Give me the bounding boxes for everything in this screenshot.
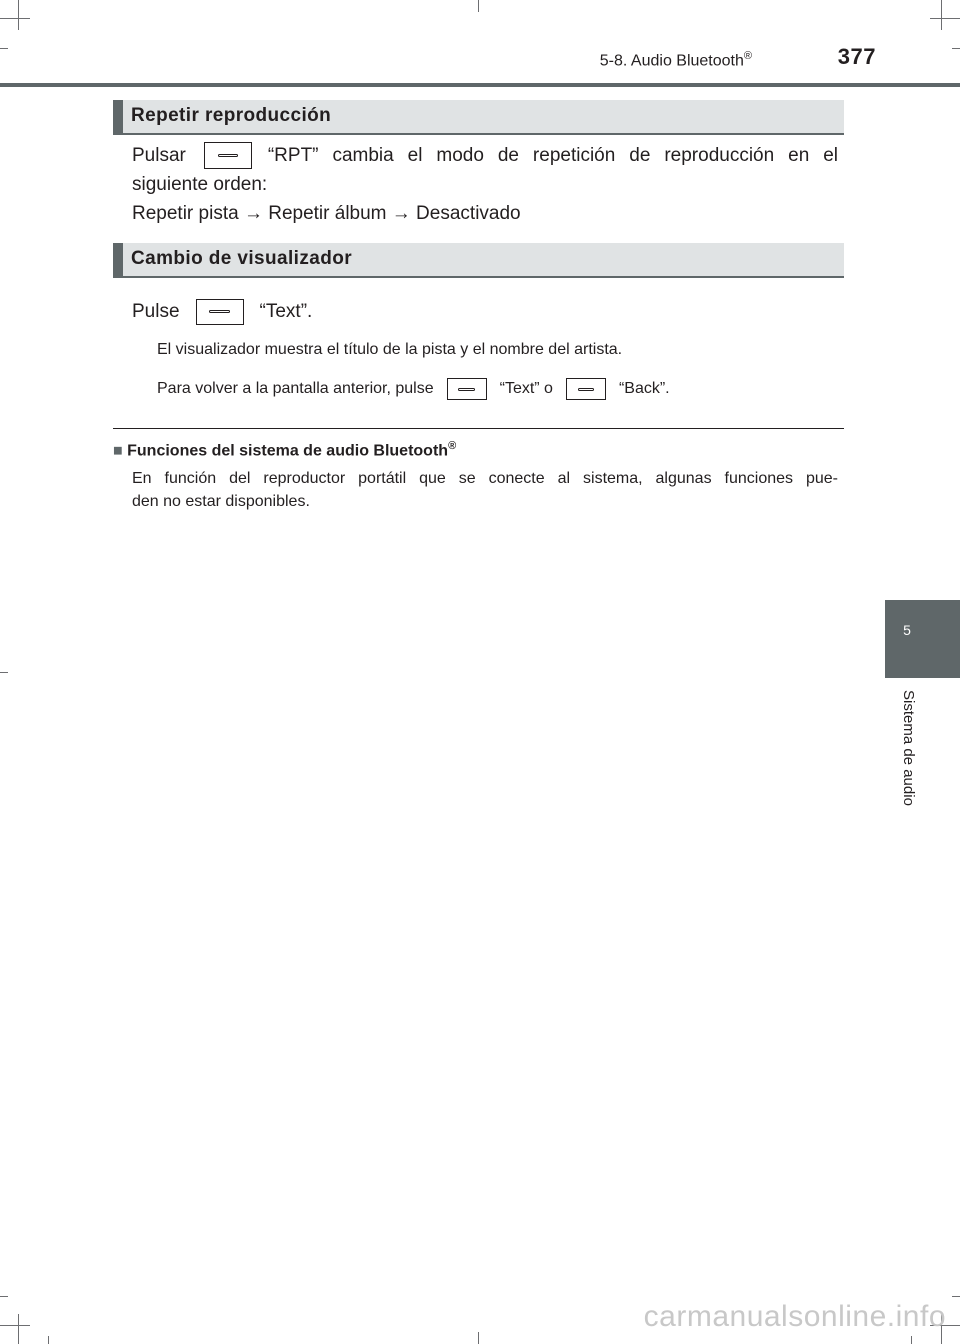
note2-prefix: Para volver a la pantalla anterior, pulse	[157, 380, 434, 397]
repeat-description: “RPT” cambia el modo de repetición de reproducción en el	[267, 145, 838, 166]
square-bullet-icon: ■	[113, 442, 123, 460]
crop-mark	[0, 672, 8, 673]
functions-text-2: den no estar disponibles.	[132, 493, 310, 510]
crop-mark	[930, 18, 960, 19]
registered-mark: ®	[743, 50, 752, 62]
panel-button-icon	[566, 378, 606, 400]
crop-mark	[0, 1325, 30, 1326]
repeat-pulsar: Pulsar	[132, 145, 186, 166]
note2-mid: “Text” o	[499, 380, 553, 397]
crop-mark	[941, 0, 942, 30]
panel-button-icon	[196, 299, 244, 325]
text-option: “Text”.	[259, 301, 313, 322]
page-number: 377	[837, 44, 876, 69]
repeat-line-2: siguiente orden:	[132, 174, 268, 195]
repeat-line-1	[132, 141, 838, 170]
crop-mark	[952, 48, 960, 49]
crop-mark	[0, 1296, 8, 1297]
crop-mark	[952, 1296, 960, 1297]
heading-label: Repetir reproducción	[131, 105, 332, 126]
crop-mark	[911, 1336, 912, 1344]
chapter-number: 5	[903, 622, 911, 638]
repeat-order: Repetir pista → Repetir álbum → Desactivado	[132, 203, 521, 224]
crop-mark	[18, 1314, 19, 1344]
crop-mark	[0, 18, 30, 19]
heading-accent-bar	[113, 100, 123, 133]
section-title: 5-8. Audio Bluetooth	[599, 52, 744, 70]
header-rule	[0, 83, 960, 87]
crop-mark	[0, 48, 8, 49]
display-note-2	[157, 378, 670, 400]
panel-button-icon	[204, 142, 252, 169]
functions-heading	[113, 440, 456, 460]
watermark: carmanualsonline.info	[643, 1300, 946, 1333]
chapter-tab	[885, 600, 960, 678]
pulse-word: Pulse	[132, 301, 180, 322]
display-pulse-line	[132, 297, 312, 326]
chapter-label: Sistema de audio	[900, 690, 917, 806]
crop-mark	[18, 0, 19, 30]
crop-mark	[48, 1336, 49, 1344]
note2-suffix: “Back”.	[618, 380, 670, 397]
display-note-1: El visualizador muestra el título de la pista y el nombre del artista.	[157, 341, 623, 358]
heading-label: Cambio de visualizador	[131, 248, 353, 269]
registered-mark: ®	[448, 440, 457, 452]
crop-mark	[478, 0, 479, 12]
panel-button-icon	[447, 378, 487, 400]
section-divider	[113, 428, 844, 429]
crop-mark	[478, 1332, 479, 1344]
section-heading-display	[113, 243, 844, 278]
running-header	[0, 50, 752, 70]
section-heading-repeat	[113, 100, 844, 135]
functions-text-1: En función del reproductor portátil que se conecte al sistema, algunas funciones pue-	[132, 470, 838, 487]
functions-title: Funciones del sistema de audio Bluetooth	[127, 442, 449, 460]
heading-accent-bar	[113, 243, 123, 276]
